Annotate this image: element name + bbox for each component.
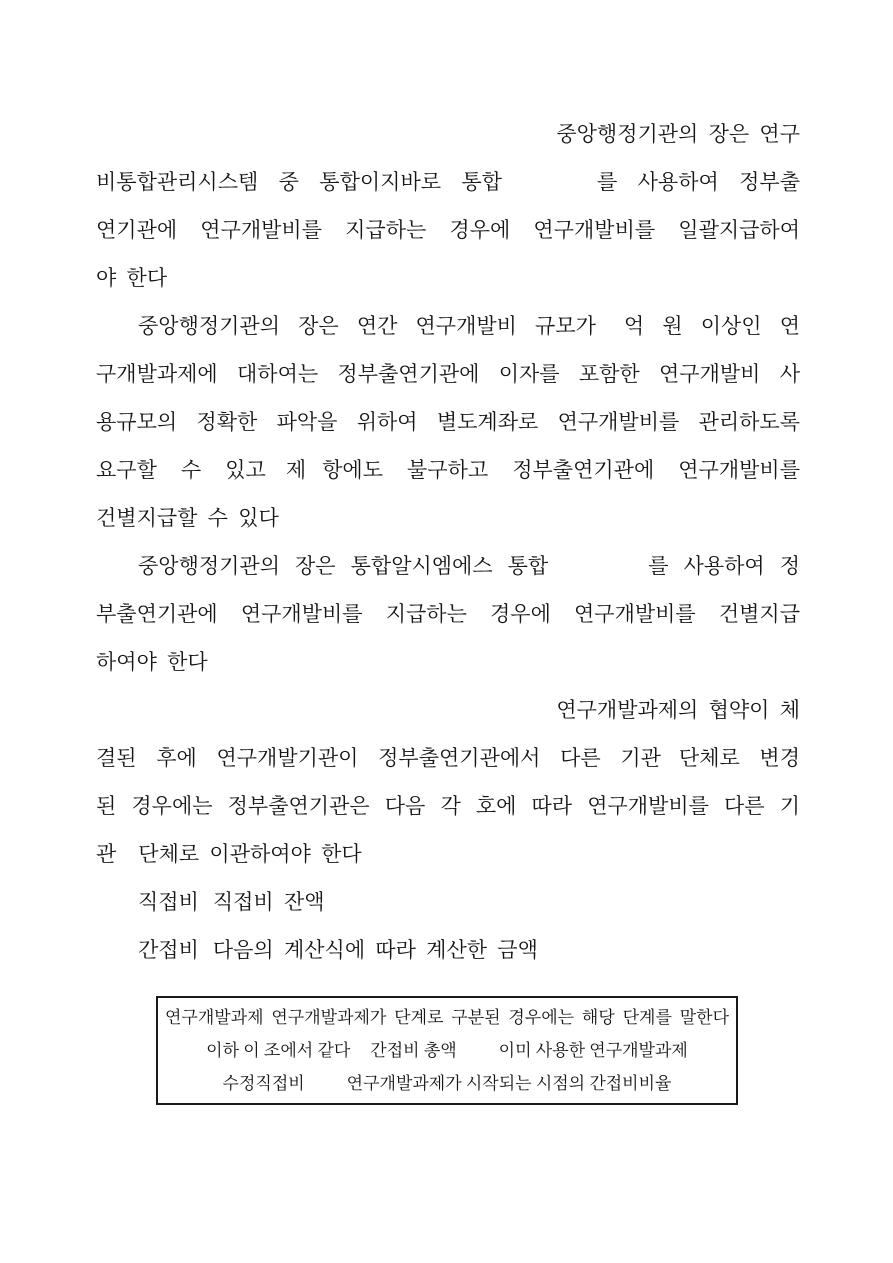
text-segment: 하여야 한다 [96, 650, 208, 674]
text-line [96, 878, 800, 926]
redacted-blank [306, 475, 322, 477]
text-segment: 다음의 계산식에 따라 계산한 금액 [212, 938, 538, 962]
text-line [96, 254, 800, 302]
text-segment: 수정직접비 [222, 1074, 305, 1093]
text-segment: 용규모의 정확한 파악을 위하여 별도계좌로 연구개발비를 관리하도록 [96, 410, 800, 434]
text-line [96, 398, 800, 446]
text-line [96, 302, 800, 350]
text-segment: 억 원 이상인 연 [623, 314, 800, 338]
text-segment: 야 한다 [96, 266, 168, 290]
text-segment: 를 사용하여 정부출 [596, 170, 800, 194]
text-segment: 제 [285, 458, 307, 482]
redacted-blank [661, 763, 679, 765]
text-segment: 연기관에 연구개발비를 지급하는 경우에 연구개발비를 일괄지급하여 [96, 218, 800, 242]
redacted-blank [548, 571, 648, 573]
text-segment: 건별지급할 수 있다 [96, 506, 279, 530]
text-line [96, 782, 800, 830]
text-segment: 직접비 잔액 [212, 890, 325, 914]
text-segment: 요구할 수 있고 [96, 458, 266, 482]
redacted-blank [116, 859, 138, 861]
text-segment: 이미 사용한 연구개발과제 [498, 1041, 688, 1060]
redacted-blank [266, 475, 286, 477]
note-row [165, 1001, 729, 1034]
text-line [96, 350, 800, 398]
text-line [96, 830, 800, 878]
text-line [96, 686, 800, 734]
text-line [96, 494, 800, 542]
redacted-blank [350, 1054, 370, 1056]
redacted-blank [596, 331, 624, 333]
text-line [96, 590, 800, 638]
text-segment: 결된 후에 연구개발기관이 정부출연기관에서 다른 기관 [96, 746, 661, 770]
redacted-blank [305, 1087, 347, 1089]
text-segment: 간접비 총액 [370, 1041, 457, 1060]
text-segment: 를 사용하여 정 [648, 554, 800, 578]
redacted-blank [457, 1054, 499, 1056]
redacted-blank [199, 907, 213, 909]
text-segment: 이하 이 조에서 같다 [206, 1041, 351, 1060]
text-line [96, 734, 800, 782]
body-lines [96, 110, 800, 974]
note-box [156, 996, 738, 1105]
note-row [165, 1067, 729, 1100]
text-segment: 연구개발과제 연구개발과제가 단계로 구분된 경우에는 해당 단계를 말한다 [165, 1008, 729, 1027]
text-segment: 단체로 이관하여야 한다 [138, 842, 362, 866]
text-line [96, 542, 800, 590]
text-segment: 단체로 변경 [678, 746, 800, 770]
text-segment: 연구개발과제의 협약이 체 [556, 698, 800, 722]
text-segment: 간접비 [138, 938, 199, 962]
text-segment: 된 경우에는 정부출연기관은 다음 각 호에 따라 연구개발비를 다른 기 [96, 794, 800, 818]
text-segment: 비통합관리시스템 중 통합이지바로 통합 [96, 170, 502, 194]
text-segment: 직접비 [138, 890, 199, 914]
text-line [96, 158, 800, 206]
text-line [96, 926, 800, 974]
text-segment: 항에도 불구하고 정부출연기관에 연구개발비를 [322, 458, 800, 482]
redacted-blank [502, 187, 597, 189]
text-segment: 중앙행정기관의 장은 연구 [556, 122, 800, 146]
redacted-blank [199, 955, 213, 957]
text-line [96, 638, 800, 686]
text-segment: 관 [96, 842, 117, 866]
text-segment: 중앙행정기관의 장은 연간 연구개발비 규모가 [138, 314, 596, 338]
text-segment: 연구개발과제가 시작되는 시점의 간접비비율 [346, 1074, 672, 1093]
text-segment: 중앙행정기관의 장은 통합알시엠에스 통합 [138, 554, 549, 578]
text-line [96, 206, 800, 254]
text-line [96, 446, 800, 494]
text-line [96, 110, 800, 158]
text-segment: 구개발과제에 대하여는 정부출연기관에 이자를 포함한 연구개발비 사 [96, 362, 800, 386]
text-segment: 부출연기관에 연구개발비를 지급하는 경우에 연구개발비를 건별지급 [96, 602, 800, 626]
note-row [165, 1034, 729, 1067]
